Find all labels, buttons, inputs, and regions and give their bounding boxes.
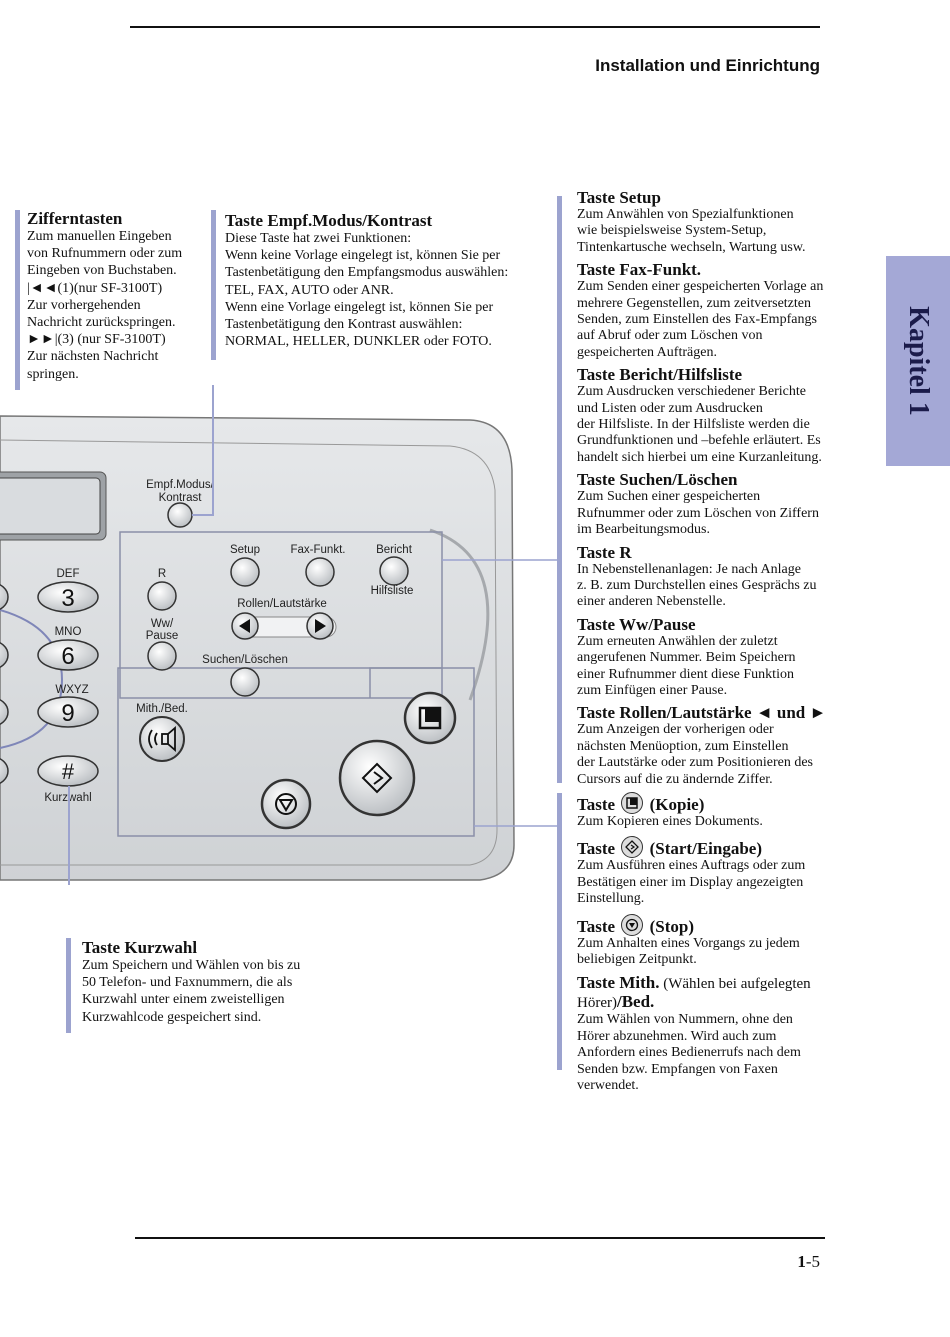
kopie-entry: [577, 792, 877, 830]
mith-line: Anfordern eines Bedienerrufs nach dem: [577, 1045, 801, 1061]
mith-entry: [577, 974, 877, 1094]
mith-title-cont-bold: /Bed.: [616, 992, 655, 1012]
kurzwahl-label: Kurzwahl: [44, 792, 92, 804]
rollen-entry: [577, 703, 877, 788]
accent-bar-empf: [211, 210, 216, 360]
ww-entry: [577, 615, 877, 700]
suchen-entry: [577, 470, 877, 538]
start-title: [577, 836, 877, 858]
setup-line: Zum Anwählen von Spezialfunktionen: [577, 207, 794, 222]
empf-modus-line: TEL, FAX, AUTO oder ANR.: [225, 282, 394, 298]
fax-funkt-label: Fax-Funkt.: [290, 544, 346, 556]
start-entry: [577, 836, 877, 907]
start-icon: [621, 836, 643, 858]
zifferntasten-line: Zur nächsten Nachricht: [27, 349, 159, 365]
ww-label-1: Ww/: [150, 618, 174, 630]
kopie-title: [577, 792, 877, 814]
stop-entry: [577, 914, 877, 969]
hash-icon: #: [61, 759, 75, 784]
zifferntasten-line: Eingeben von Buchstaben.: [27, 263, 177, 279]
page-number: [760, 1252, 820, 1272]
key-6-letters: MNO: [54, 626, 82, 638]
fax-funkt-line: Zum Senden einer gespeicherten Vorlage an: [577, 279, 824, 295]
kurzwahl-line: 50 Telefon- und Faxnummern, die als: [82, 975, 293, 991]
suchen-label: Suchen/Löschen: [202, 654, 288, 666]
empf-modus-line: Diese Taste hat zwei Funktionen:: [225, 231, 412, 246]
page-number-page: -5: [805, 1252, 820, 1271]
kurzwahl-block: [82, 938, 342, 1026]
ww-line: einer Rufnummer dient diese Funktion: [577, 666, 794, 682]
key-3-digit: 3: [61, 585, 75, 612]
suchen-line: Zum Suchen einer gespeicherten: [577, 489, 761, 505]
mith-title: [577, 974, 877, 1012]
ww-label-2: Pause: [145, 630, 179, 642]
kopie-title-post: (Kopie): [649, 795, 705, 814]
rollen-line: der Lautstärke oder zum Positionieren des: [577, 755, 813, 771]
bericht-line: der Hilfsliste. In der Hilfsliste werden die: [577, 417, 810, 433]
start-title-post: (Start/Eingabe): [649, 839, 762, 859]
ww-line: angerufenen Nummer. Beim Speichern: [577, 650, 796, 666]
empf-modus-line: Tastenbetätigung den Empfangsmodus auswählen:: [225, 265, 509, 281]
empf-modus-title: Taste Empf.Modus/Kontrast: [225, 211, 433, 230]
kurzwahl-title: Taste Kurzwahl: [82, 938, 198, 957]
setup-line: wie beispielsweise System-Setup,: [577, 223, 767, 239]
stop-button[interactable]: [262, 780, 310, 828]
fax-funkt-line: auf Abruf oder zum Löschen von: [577, 328, 763, 344]
stop-title: [577, 914, 877, 936]
stop-title-pre: Taste: [577, 916, 616, 936]
fax-funkt-line: mehrere Gegenstellen, zum zeitversetzten: [577, 295, 811, 311]
mith-title-bold: Taste Mith.: [577, 973, 660, 993]
zifferntasten-title: Zifferntasten: [27, 209, 123, 228]
accent-bar-right-2: [557, 793, 562, 1070]
start-line: Zum Ausführen eines Auftrags oder zum: [577, 858, 806, 874]
rollen-line: Cursors auf die zu ändernde Ziffer.: [577, 771, 773, 787]
r-entry: [577, 543, 877, 611]
suchen-line: Rufnummer oder zum Löschen von Ziffern: [577, 505, 819, 521]
zifferntasten-block: [27, 209, 207, 383]
kopie-line: Zum Kopieren eines Dokuments.: [577, 814, 763, 829]
ww-line: Zum erneuten Anwählen der zuletzt: [577, 633, 778, 649]
rollen-line: nächsten Menüoption, zum Einstellen: [577, 738, 789, 754]
mith-line: Zum Wählen von Nummern, ohne den: [577, 1012, 793, 1028]
kopie-title-pre: Taste: [577, 795, 616, 814]
zifferntasten-line: Nachricht zurückspringen.: [27, 315, 176, 331]
setup-button[interactable]: [231, 558, 259, 586]
bericht-title: Taste Bericht/Hilfsliste: [577, 365, 743, 385]
ww-line: zum Einfügen einer Pause.: [577, 682, 728, 698]
r-label: R: [157, 568, 167, 580]
right-column-1: [577, 188, 877, 792]
bericht-label: Bericht: [376, 544, 412, 556]
accent-bar-right-1: [557, 196, 562, 783]
key-9-digit: 9: [61, 700, 75, 727]
key-9-letters: WXYZ: [55, 684, 89, 696]
empf-modus-block: [225, 211, 555, 350]
zifferntasten-line: springen.: [27, 366, 79, 382]
fax-funkt-title: Taste Fax-Funkt.: [577, 260, 702, 280]
fax-funkt-line: Senden, zum Einstellen des Fax-Empfangs: [577, 312, 817, 328]
r-title: Taste R: [577, 542, 632, 562]
fax-panel-illustration: [0, 385, 560, 885]
empf-label-2: Kontrast: [158, 492, 202, 504]
empf-modus-line: Wenn eine Vorlage eingelegt ist, können Sie per: [225, 299, 494, 315]
copy-icon: [621, 792, 643, 814]
empf-modus-line: NORMAL, HELLER, DUNKLER oder FOTO.: [225, 334, 492, 350]
bericht-line: handelt sich hierbei um eine Kurzanleitung.: [577, 449, 822, 465]
mith-line: Senden bzw. Empfangen von Faxen: [577, 1061, 778, 1077]
fax-funkt-line: gespeicherten Aufträgen.: [577, 344, 717, 360]
setup-title: Taste Setup: [577, 188, 661, 207]
key-6-digit: 6: [61, 643, 75, 670]
empf-modus-line: Wenn keine Vorlage eingelegt ist, können Sie per: [225, 248, 501, 264]
rollen-line: Zum Anzeigen der vorherigen oder: [577, 722, 774, 738]
chapter-tab: [886, 256, 950, 466]
right-column-2: [577, 792, 877, 1098]
accent-bar-kurzwahl: [66, 938, 71, 1033]
start-line: Einstellung.: [577, 891, 645, 907]
stop-title-post: (Stop): [649, 916, 695, 936]
hilfsliste-label: Hilfsliste: [370, 585, 414, 597]
top-rule: [130, 26, 820, 28]
stop-icon: [621, 914, 643, 936]
zifferntasten-line: von Rufnummern oder zum: [27, 246, 183, 262]
setup-entry: [577, 188, 877, 256]
fax-funkt-button[interactable]: [306, 558, 334, 586]
empf-modus-button[interactable]: [168, 503, 192, 527]
rollen-title: Taste Rollen/Lautstärke ◄ und ►: [577, 703, 827, 723]
ww-pause-button[interactable]: [148, 642, 176, 670]
r-line: z. B. zum Durchstellen eines Gesprächs zu: [577, 577, 817, 593]
stop-line: Zum Anhalten eines Vorgangs zu jedem: [577, 935, 800, 951]
chapter-tab-label: Kapitel 1: [903, 306, 934, 416]
empf-modus-line: Tastenbetätigung den Kontrast auswählen:: [225, 317, 463, 333]
mith-line: Hörer abzunehmen. Wird auch zum: [577, 1028, 777, 1044]
kurzwahl-line: Kurzwahl unter einem zweistelligen: [82, 992, 285, 1008]
r-button[interactable]: [148, 582, 176, 610]
r-line: In Nebenstellenanlagen: Je nach Anlage: [577, 561, 801, 577]
mith-title-cont-normal: Hörer): [577, 995, 617, 1012]
setup-line: Tintenkartusche wechseln, Wartung usw.: [577, 239, 806, 255]
bericht-button[interactable]: [380, 557, 408, 585]
mith-label: Mith./Bed.: [136, 703, 188, 715]
bericht-line: Zum Ausdrucken verschiedener Berichte: [577, 384, 806, 400]
zifferntasten-line: ►►|(3) (nur SF-3100T): [27, 332, 166, 348]
ww-title: Taste Ww/Pause: [577, 614, 696, 634]
suchen-title: Taste Suchen/Löschen: [577, 470, 738, 490]
empf-label-1: Empf.Modus/: [146, 479, 214, 491]
zifferntasten-line: Zum manuellen Eingeben: [27, 229, 172, 244]
accent-bar-zifferntasten: [15, 210, 20, 390]
bericht-entry: [577, 365, 877, 466]
suchen-button[interactable]: [231, 668, 259, 696]
header-title: Installation und Einrichtung: [595, 56, 820, 75]
key-3-letters: DEF: [56, 568, 80, 580]
r-line: einer anderen Nebenstelle.: [577, 594, 726, 610]
setup-label: Setup: [229, 544, 261, 556]
bericht-line: und Listen oder zum Ausdrucken: [577, 400, 763, 416]
start-line: Bestätigen einer im Display angezeigten: [577, 874, 804, 890]
stop-line: beliebigen Zeitpunkt.: [577, 952, 697, 968]
mith-title-normal: (Wählen bei aufgelegten: [659, 976, 811, 993]
kurzwahl-line: Kurzwahlcode gespeichert sind.: [82, 1009, 262, 1025]
suchen-line: im Bearbeitungsmodus.: [577, 522, 710, 538]
zifferntasten-line: Zur vorhergehenden: [27, 297, 141, 313]
rollen-label: Rollen/Lautstärke: [237, 598, 327, 610]
page-number-chapter: 1: [797, 1252, 806, 1271]
fax-funkt-entry: [577, 260, 877, 361]
start-title-pre: Taste: [577, 839, 616, 859]
bericht-line: Grundfunktionen und –befehle erläutert. Es: [577, 433, 821, 449]
start-button[interactable]: [340, 741, 414, 815]
zifferntasten-line: |◄◄(1)(nur SF-3100T): [27, 280, 163, 296]
bottom-rule: [135, 1237, 825, 1239]
mith-line: verwendet.: [577, 1078, 639, 1094]
kurzwahl-line: Zum Speichern und Wählen von bis zu: [82, 958, 301, 973]
